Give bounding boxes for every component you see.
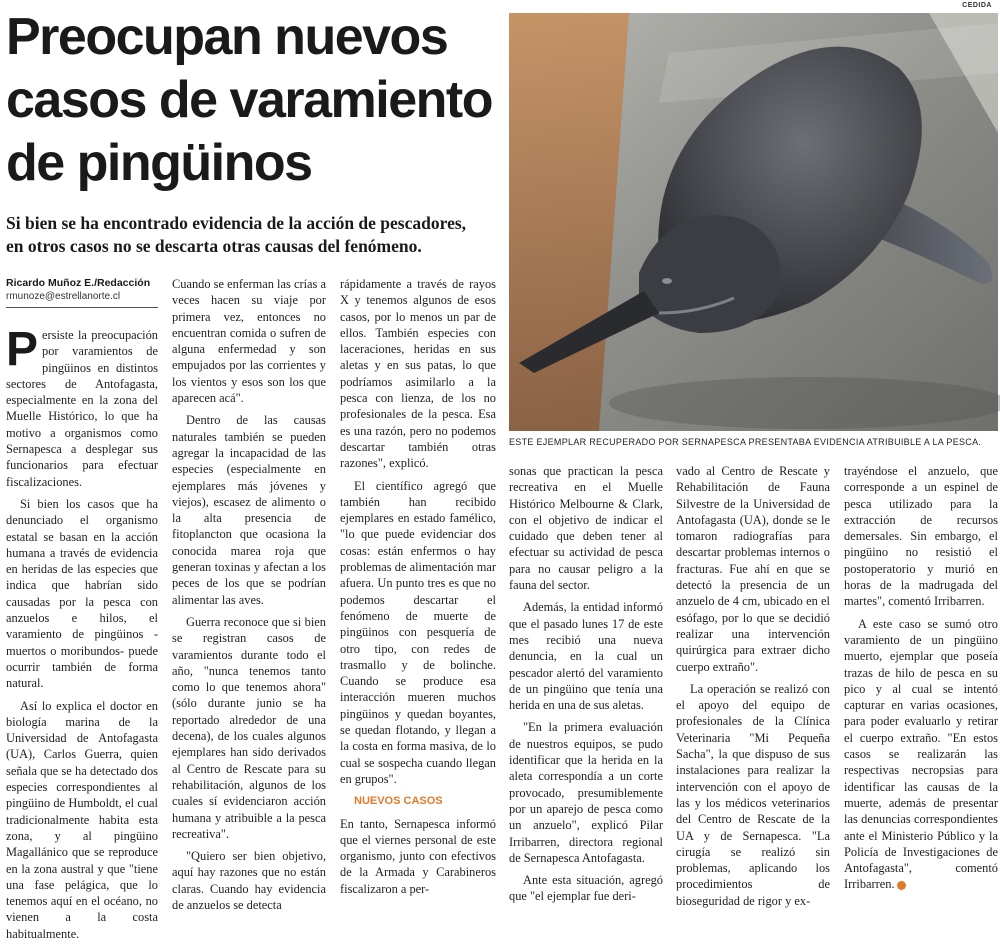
paragraph-2: Si bien los casos que ha denunciado el organismo estatal se basan en la acción humana a través de evidencia en heridas de las especies que indica que habrían sido causadas por la pesca con anzuelos e hilos, el varamiento de pingüinos -muertos o moribundos- puede ocurrir también de forma natural.	[6, 496, 158, 691]
paragraph-1-text: ersiste la preocupación por varamientos de pingüinos en distintos sectores de Antofagasta, especialmente en la zona del Muelle Histórico, lo que ha motivo a organismos como Sernapesca a desplegar sus funcionarios para efectuar fiscalizaciones.	[6, 328, 158, 489]
paragraph-5: Dentro de las causas naturales también se pueden agregar la incapacidad de las especies (especialmente en ejemplares más jóvenes y viejos), escasez de alimento o la alta presencia de fitoplancton que ocasiona la conocida marea roja que generan toxinas y afectan a los peces de los que se podrían alimentar las aves.	[172, 413, 326, 607]
paragraph-18-text: A este caso se sumó otro varamiento de un pingüino muerto, ejemplar que poseía trazas de hilo de pesca en su pico y al cual se intentó capturar en varias ocasiones, para poder evaluarlo y retirar el cuerpo extraño. "En estos casos se realizarán las respectivas necropsias para identificar las causas de la muerte, además de presentar las denuncias correspondientes ante el Ministerio Público y la Policía de Investigaciones de Antofagasta", comentó Irribarren.	[844, 616, 998, 892]
byline-divider	[6, 307, 158, 308]
headline-line-2: casos de varamiento	[6, 71, 492, 129]
paragraph-10: En tanto, Sernapesca informó que el viernes personal de este organismo, junto con efectivos de la Armada y Carabineros fiscalizaron a per-	[340, 816, 496, 896]
dropcap: P	[6, 323, 39, 376]
deck-subtitle	[6, 212, 506, 258]
penguin-illustration	[509, 13, 998, 431]
headline	[6, 6, 501, 195]
paragraph-9: El científico agregó que también han recibido ejemplares en estado famélico, "lo que puede evidenciar dos cosas: están enfermos o hay problemas de alimentación mar afuera. Un punto tres es que no podemos descartar el fenómeno de muerte de pingüinos con pesquería de otro tipo, con redes de trasmallo y de bolinche. Cuando se produce esa interacción mueren muchos pingüinos y quedan boyantes, se quedan flotando, y llegan a la costa en forma masiva, de lo cual se sospecha cuando llegan en grupos".	[340, 478, 496, 786]
article-column-3	[340, 276, 496, 903]
article-column-5	[676, 463, 830, 915]
paragraph-16: La operación se realizó con el apoyo del equipo de profesionales de la Clínica Veterinaria "Mi Pequeña Sacha", la que dispuso de sus instalaciones para realizar la intervención con el apoyo de las y los médicos veterinarios del Centro de Rescate de la UA y de Sernapesca. "La cirugía se realizó sin problemas, aplicando los procedimientos de bioseguridad de rigor y ex-	[676, 681, 830, 908]
byline	[6, 276, 158, 308]
headline-line-1: Preocupan nuevos	[6, 8, 448, 66]
paragraph-8: rápidamente a través de rayos X y tenemos algunos de esos casos, por lo menos un par de ellos. También especies con laceraciones, heridas en sus aletas y en sus patas, lo que podríamos asimilarlo a la pesca con lienza, de los no profesionales de la pesca. Esa es una razón, pero no podemos descartar también otras razones", explicó.	[340, 277, 496, 471]
end-of-article-icon	[897, 881, 906, 890]
byline-author: Ricardo Muñoz E./Redacción	[6, 277, 151, 289]
article-column-6	[844, 463, 998, 899]
article-column-4	[509, 463, 663, 911]
paragraph-15: vado al Centro de Rescate y Rehabilitación de Fauna Silvestre de la Universidad de Antofagasta (UA), donde se le tomaron radiografías para descartar problemas internos o fracturas. Fue ahí en que se detectó la presencia de un anzuelo de 4 cm, ubicado en el esófago, por lo que se decidió realizar una intervención quirúrgica para extraer dicho cuerpo extraño".	[676, 464, 830, 674]
byline-email: rmunoze@estrellanorte.cl	[6, 291, 121, 302]
paragraph-6: Guerra reconoce que si bien se registran casos de varamientos durante todo el año, "nunca tenemos tanto como lo que tenemos ahora" (sólo durante junio se ha reportado alrededor de una decena), de los cuales algunos ejemplares han sido derivados al Centro de Rescate para su rehabilitación, algunos de los cuales sí evidenciaron acción humana y atribuible a la pesca recreativa".	[172, 614, 326, 841]
paragraph-1	[6, 323, 158, 490]
paragraph-11: sonas que practican la pesca recreativa en el Muelle Histórico Melbourne & Clark, con el objetivo de indicar el cuidado que deben tener al efectuar su actividad de pesca para no causar peligro a la fauna del sector.	[509, 464, 663, 593]
paragraph-3: Así lo explica el doctor en biología marina de la Universidad de Antofagasta (UA), Carlos Guerra, quien señala que se ha detectado dos especies correspondientes al pingüino de Humboldt, el cual tradicionalmente habita esta zona, y al pingüino Magallánico que se reproduce en la zona austral y que "tiene una fase pelágica, que lo tenemos aquí en el océano, no vienen a la costa habitualmente.	[6, 698, 158, 941]
paragraph-18	[844, 616, 998, 893]
paragraph-14: Ante esta situación, agregó que "el ejemplar fue deri-	[509, 873, 663, 904]
article-column-2	[172, 276, 326, 919]
paragraph-12: Además, la entidad informó que el pasado lunes 17 de este mes recibió una nueva denuncia, en la cual un pescador alertó del varamiento de un pingüino que tenía una herida en una de sus aletas.	[509, 600, 663, 713]
penguin-photo	[509, 13, 998, 431]
article-column-1	[6, 323, 158, 948]
deck-line-2: en otros casos no se descarta otras causas del fenómeno.	[6, 236, 422, 256]
deck-line-1: Si bien se ha encontrado evidencia de la acción de pescadores,	[6, 213, 467, 233]
headline-line-3: de pingüinos	[6, 134, 312, 192]
photo-caption: ESTE EJEMPLAR RECUPERADO POR SERNAPESCA PRESENTABA EVIDENCIA ATRIBUIBLE A LA PESCA.	[509, 437, 982, 447]
section-subhead: NUEVOS CASOS	[354, 795, 443, 808]
paragraph-17: trayéndose el anzuelo, que corresponde a un espinel de pesca utilizado para la extracción de recursos demersales. Sin embargo, el pingüino no resistió el postoperatorio y murió en horas de la madrugada del martes", comentó Irribarren.	[844, 464, 998, 609]
photo-credit: CEDIDA	[962, 2, 992, 9]
paragraph-7: "Quiero ser bien objetivo, aquí hay razones que no están claras. Cuando hay evidencia de anzuelos se detecta	[172, 849, 326, 912]
paragraph-13: "En la primera evaluación de nuestros equipos, se pudo identificar que la herida en la aleta correspondía a un corte provocado, presumiblemente por un aparejo de pesca como un anzuelo", explicó Pilar Irribarren, directora regional de Sernapesca Antofagasta.	[509, 720, 663, 865]
paragraph-4: Cuando se enferman las crías a veces hacen su viaje por primera vez, entonces no encuentran comida o sufren de alguna enfermedad y son empujados por las corrientes y los vientos y esos son los que aparecen acá".	[172, 277, 326, 406]
